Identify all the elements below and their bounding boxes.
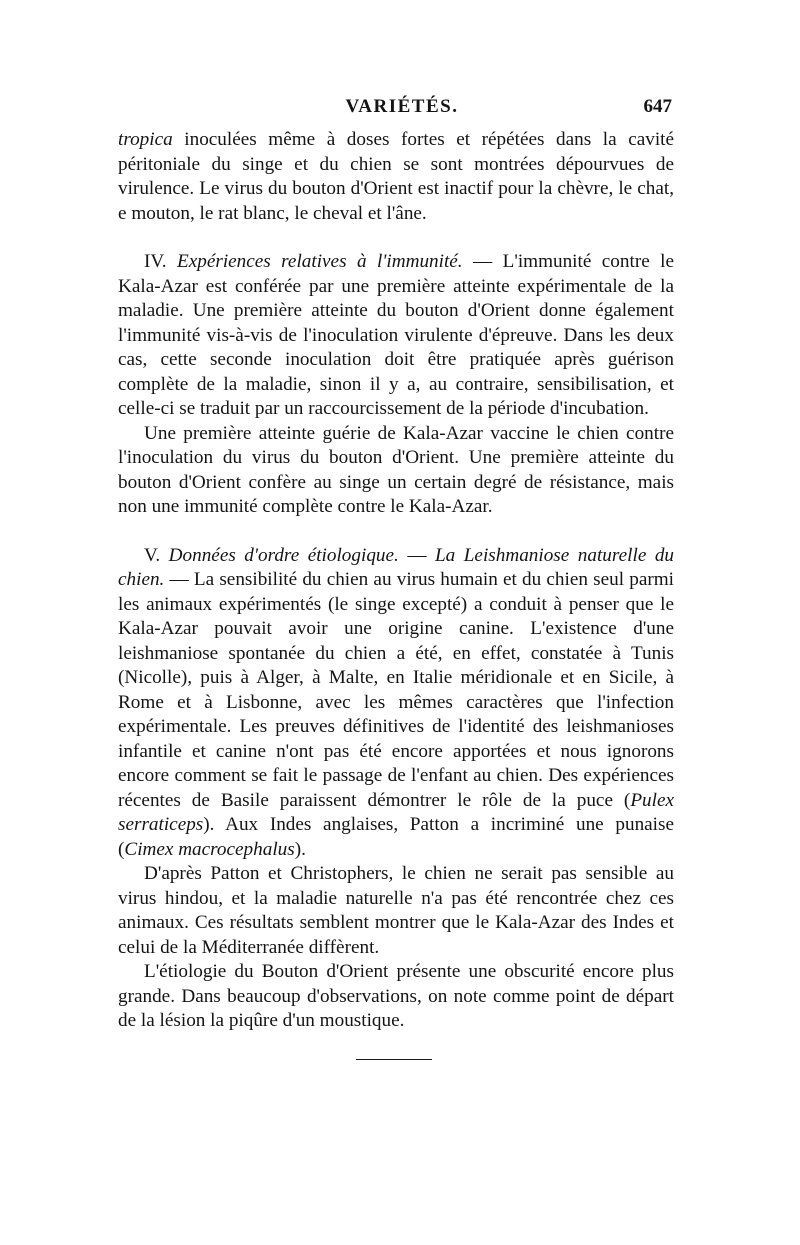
paragraph-text: D'après Patton et Christophers, le chien ne serait pas sensible au virus hindou, et la maladie naturelle n'a pas été rencontrée chez ces animaux. Ces résultats semblent montrer que le Kala-Azar des Indes et celui de la Méditerranée diffèrent. xyxy=(118,863,674,958)
paragraph-text: — La sensibilité du chien au virus humain et du chien seul parmi les animaux expérimentés (le singe excepté) a conduit à penser que le Kala-Azar pouvait avoir une origine canine. L'existence d'une leishmaniose spontanée du chien a été, en effet, constatée à Tunis (Nicolle), puis à Alger, à Malte, en Italie méridionale et en Sicile, à Rome et à Lisbonne, avec les mêmes caractères que l'infection expérimentale. Les preuves définitives de l'identité des leishmanioses infantile et canine n'ont pas été encore apportées et nous ignorons encore comment se fait le passage de l'enfant au chien. Des expériences récentes de Basile paraissent démontrer le rôle de la puce ( xyxy=(118,569,674,811)
section-v-paragraph xyxy=(118,544,674,863)
body-text xyxy=(118,128,674,1034)
section-v-subheading: La Leishmaniose naturelle du chien. xyxy=(118,544,675,590)
paragraph-text: — L'immunité contre le Kala-Azar est conférée par une première atteinte expérimentale de la maladie. Une première atteinte du bouton d'Orient donne également l'immunité vis-à-vis de l'inoculation virulente d'épreuve. Dans les deux cas, cette seconde inoculation doit être pratiquée après guérison complète de la maladie, sinon il y a, au contraire, sensibilisation, et celle-ci se traduit par un raccourcissement de la période d'incubation. xyxy=(118,251,674,419)
section-gap xyxy=(118,226,674,250)
running-header xyxy=(132,96,672,122)
paragraph-text: Une première atteinte guérie de Kala-Azar vaccine le chien contre l'inoculation du virus du bouton d'Orient. Une première atteinte du bouton d'Orient confère au singe un certain degré de résistance, mais non une immunité complète contre le Kala-Azar. xyxy=(118,422,674,517)
section-v-numeral: V. xyxy=(144,544,169,566)
paragraph-patton xyxy=(118,862,674,960)
paragraph-text: ). xyxy=(294,838,306,860)
paragraph-text: inoculées même à doses fortes et répétées dans la cavité péritoniale du singe et du chien se sont montrées dépourvues de virulence. Le virus du bouton d'Orient est inactif pour la chèvre, le chat, e mouton, le rat blanc, le cheval et l'âne. xyxy=(118,129,674,224)
paragraph-vaccination xyxy=(118,422,674,520)
paragraph-continuation xyxy=(118,128,674,226)
section-iv-heading: Expériences relatives à l'immunité. xyxy=(177,251,463,272)
paragraph-etiologie xyxy=(118,960,674,1034)
italic-species-term: tropica xyxy=(118,129,173,150)
section-iv-paragraph xyxy=(118,250,674,422)
heading-dash: — xyxy=(398,544,435,566)
paragraph-text: ). Aux Indes anglaises, Patton a incriminé une punaise ( xyxy=(118,814,674,860)
section-iv-numeral: IV. xyxy=(144,251,177,272)
paragraph-text: L'étiologie du Bouton d'Orient présente une obscurité encore plus grande. Dans beaucoup d'observations, on note comme point de départ de la lésion la piqûre d'un moustique. xyxy=(118,961,674,1031)
running-title: VARIÉTÉS. xyxy=(345,96,459,117)
italic-species-pulex: Pulex serraticeps xyxy=(118,789,674,835)
section-gap xyxy=(118,520,674,544)
section-end-rule xyxy=(356,1059,432,1060)
page-number: 647 xyxy=(643,96,672,117)
italic-species-cimex: Cimex macrocephalus xyxy=(124,838,295,860)
section-v-heading: Données d'ordre étiologique. xyxy=(168,544,399,566)
